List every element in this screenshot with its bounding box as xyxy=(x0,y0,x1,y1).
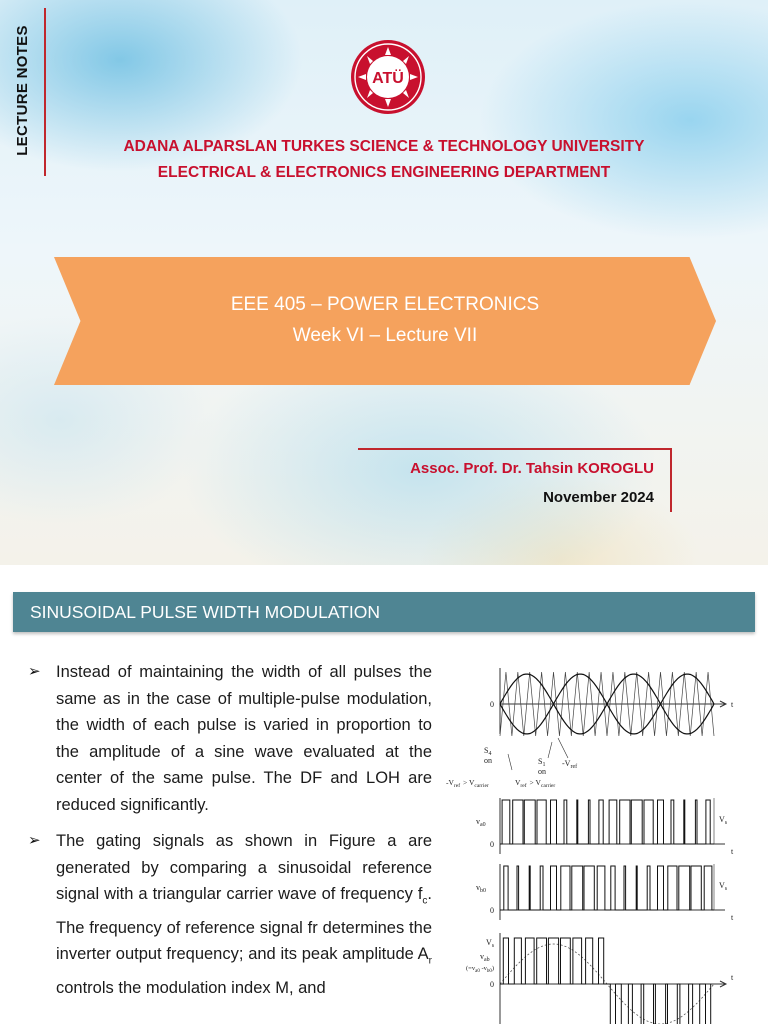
bullet-list xyxy=(28,659,432,1012)
bullet-item xyxy=(28,828,432,1002)
top-zero-label: 0 xyxy=(490,700,494,709)
course-title: EEE 405 – POWER ELECTRONICS xyxy=(230,294,540,315)
top-t-label: t xyxy=(731,700,734,709)
lecture-notes-label: LECTURE NOTES xyxy=(13,24,31,156)
lecture-date: November 2024 xyxy=(543,489,654,506)
s1-on-label: on xyxy=(538,767,546,776)
compare-left-label: $-V_{ref} > V_{carrier}$ xyxy=(446,778,489,789)
s4-label: $S_4$ xyxy=(484,746,492,757)
vb0-t-label: t xyxy=(731,913,734,922)
logo-text: ATÜ xyxy=(372,70,404,87)
section-title-bar xyxy=(13,592,755,632)
vb0-zero-label: 0 xyxy=(490,906,494,915)
vab-zero-label: 0 xyxy=(490,980,494,989)
s1-label: $S_1$ xyxy=(538,757,546,768)
neg-vref-label: $-V_{ref}$ xyxy=(562,759,578,770)
bullet-arrow-icon: ➢ xyxy=(28,663,41,680)
bullet-item xyxy=(28,659,432,818)
va0-t-label: t xyxy=(731,847,734,856)
university-name: ADANA ALPARSLAN TURKES SCIENCE & TECHNOLOGY UNIVERSITY xyxy=(123,138,645,155)
vab-vs-label: $V_s$ xyxy=(486,938,495,949)
university-heading xyxy=(40,134,728,186)
vab-label: $v_{ab}$ xyxy=(480,952,490,963)
compare-right-label: $V_{ref} > V_{carrier}$ xyxy=(515,778,556,789)
va0-label: $v_{a0}$ xyxy=(476,817,486,828)
bullet-text: Instead of maintaining the width of all pulses the same as in the case of multiple-pulse modulation, the width of each pulse is varied in proportion to the amplitude of a sine wave evaluated at the center of the same pulse. The DF and LOH are reduced significantly. xyxy=(56,663,432,814)
s4-on-label: on xyxy=(484,756,492,765)
va0-zero-label: 0 xyxy=(490,840,494,849)
vab-equation-label: ($=v_{a0}$ $-v_{b0}$) xyxy=(466,965,495,974)
va0-vs-label: $V_s$ xyxy=(719,815,728,826)
bullet-arrow-icon: ➢ xyxy=(28,832,41,849)
vab-waveform xyxy=(500,938,711,1024)
vb0-waveform xyxy=(500,866,714,910)
va0-waveform xyxy=(500,800,714,844)
university-logo xyxy=(349,38,427,116)
vb0-vs-label: $V_s$ xyxy=(719,881,728,892)
week-title: Week VI – Lecture VII xyxy=(292,325,478,346)
spwm-figure xyxy=(440,658,740,1024)
section-title: SINUSOIDAL PULSE WIDTH MODULATION xyxy=(30,601,381,622)
content-slide xyxy=(0,575,768,1024)
department-name: ELECTRICAL & ELECTRONICS ENGINEERING DEPARTMENT xyxy=(157,164,611,181)
vb0-label: $v_{b0}$ xyxy=(476,883,486,894)
course-banner-text xyxy=(54,289,716,351)
vab-t-label: t xyxy=(731,973,734,982)
bullet-text: The gating signals as shown in Figure a are generated by comparing a sinusoidal reference signal with a triangular carrier wave of frequency $f_c$. The frequency of reference signal fr determines the inverter output frequency; and its peak amplitude $A_r$ controls the modulation index M, and xyxy=(56,832,432,998)
author-name: Assoc. Prof. Dr. Tahsin KOROGLU xyxy=(410,460,654,477)
